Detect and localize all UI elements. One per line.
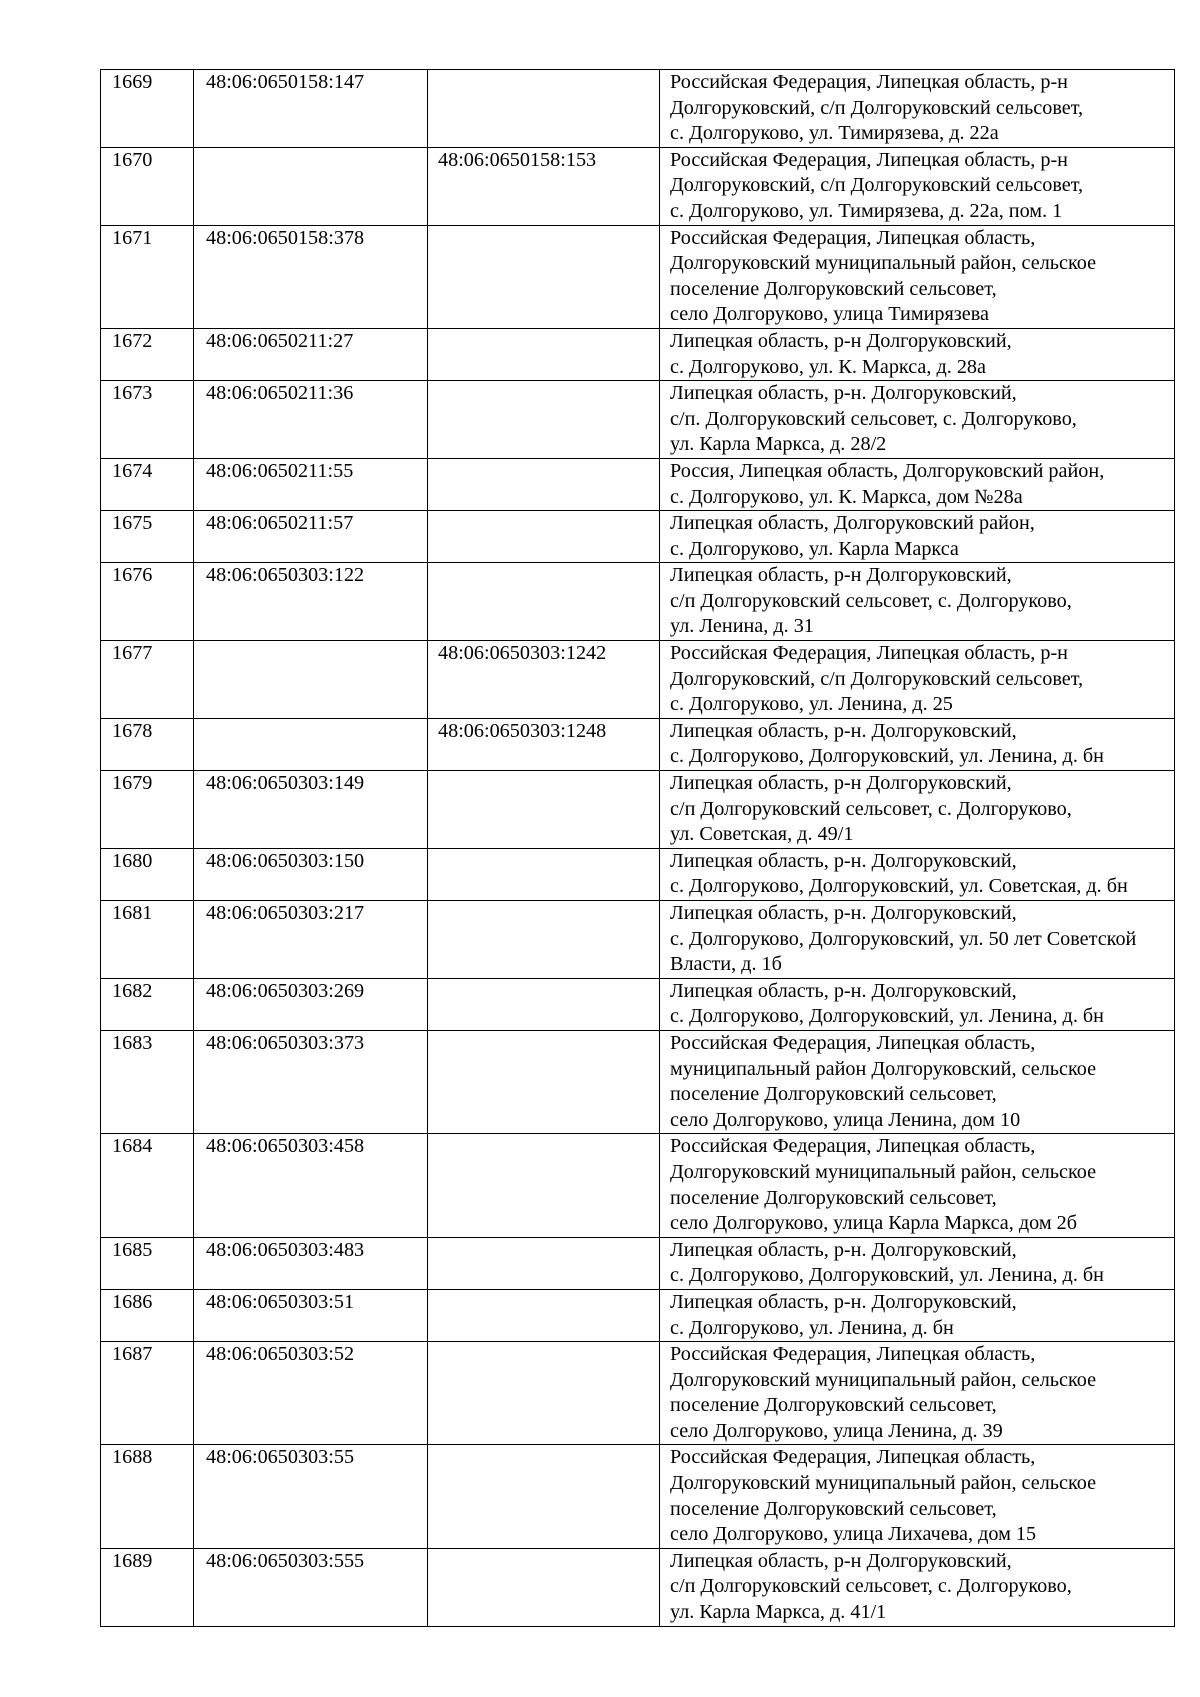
land-cadastral-number-cell: 48:06:0650303:55	[194, 1445, 428, 1548]
land-cadastral-number-cell: 48:06:0650303:149	[194, 771, 428, 849]
table-row	[101, 381, 1175, 459]
land-cadastral-number-cell: 48:06:0650158:378	[194, 225, 428, 328]
address-cell: Россия, Липецкая область, Долгоруковский район, с. Долгоруково, ул. К. Маркса, дом №28а	[660, 458, 1175, 510]
table-row	[101, 458, 1175, 510]
table-row	[101, 1548, 1175, 1626]
row-number-cell: 1688	[101, 1445, 194, 1548]
address-cell: Российская Федерация, Липецкая область, Долгоруковский муниципальный район, сельское поселение Долгоруковский сельсовет, село Долгоруково, улица Тимирязева	[660, 225, 1175, 328]
table-row	[101, 563, 1175, 641]
row-number-cell: 1676	[101, 563, 194, 641]
address-cell: Российская Федерация, Липецкая область, р-н Долгоруковский, с/п Долгоруковский сельсовет, с. Долгоруково, ул. Тимирязева, д. 22а, пом. 1	[660, 147, 1175, 225]
table-row	[101, 1134, 1175, 1237]
premises-cadastral-number-cell	[428, 328, 660, 380]
row-number-cell: 1686	[101, 1289, 194, 1341]
land-cadastral-number-cell: 48:06:0650303:269	[194, 978, 428, 1030]
table-row	[101, 1289, 1175, 1341]
address-cell: Липецкая область, р-н. Долгоруковский, с. Долгоруково, ул. Ленина, д. бн	[660, 1289, 1175, 1341]
table-row	[101, 978, 1175, 1030]
premises-cadastral-number-cell	[428, 978, 660, 1030]
land-cadastral-number-cell	[194, 718, 428, 770]
row-number-cell: 1682	[101, 978, 194, 1030]
land-cadastral-number-cell: 48:06:0650303:458	[194, 1134, 428, 1237]
land-cadastral-number-cell: 48:06:0650303:52	[194, 1342, 428, 1445]
table-row	[101, 901, 1175, 979]
row-number-cell: 1672	[101, 328, 194, 380]
land-cadastral-number-cell: 48:06:0650303:555	[194, 1548, 428, 1626]
row-number-cell: 1678	[101, 718, 194, 770]
land-cadastral-number-cell: 48:06:0650211:57	[194, 511, 428, 563]
row-number-cell: 1683	[101, 1030, 194, 1133]
premises-cadastral-number-cell	[428, 563, 660, 641]
table-row	[101, 225, 1175, 328]
land-cadastral-number-cell: 48:06:0650303:150	[194, 848, 428, 900]
premises-cadastral-number-cell	[428, 1342, 660, 1445]
row-number-cell: 1675	[101, 511, 194, 563]
row-number-cell: 1674	[101, 458, 194, 510]
premises-cadastral-number-cell	[428, 225, 660, 328]
row-number-cell: 1677	[101, 641, 194, 719]
land-cadastral-number-cell: 48:06:0650303:217	[194, 901, 428, 979]
premises-cadastral-number-cell	[428, 771, 660, 849]
address-cell: Липецкая область, р-н Долгоруковский, с/п Долгоруковский сельсовет, с. Долгоруково, ул. Советская, д. 49/1	[660, 771, 1175, 849]
address-cell: Липецкая область, р-н Долгоруковский, с. Долгоруково, ул. К. Маркса, д. 28а	[660, 328, 1175, 380]
land-cadastral-number-cell: 48:06:0650303:51	[194, 1289, 428, 1341]
table-row	[101, 511, 1175, 563]
land-cadastral-number-cell: 48:06:0650303:373	[194, 1030, 428, 1133]
address-cell: Липецкая область, р-н Долгоруковский, с/п Долгоруковский сельсовет, с. Долгоруково, ул. Ленина, д. 31	[660, 563, 1175, 641]
row-number-cell: 1669	[101, 70, 194, 148]
address-cell: Липецкая область, Долгоруковский район, с. Долгоруково, ул. Карла Маркса	[660, 511, 1175, 563]
premises-cadastral-number-cell	[428, 848, 660, 900]
row-number-cell: 1685	[101, 1237, 194, 1289]
premises-cadastral-number-cell: 48:06:0650158:153	[428, 147, 660, 225]
land-cadastral-number-cell: 48:06:0650211:55	[194, 458, 428, 510]
land-cadastral-number-cell: 48:06:0650211:36	[194, 381, 428, 459]
land-cadastral-number-cell: 48:06:0650211:27	[194, 328, 428, 380]
address-cell: Липецкая область, р-н. Долгоруковский, с. Долгоруково, Долгоруковский, ул. Ленина, д. бн	[660, 1237, 1175, 1289]
table-row	[101, 848, 1175, 900]
address-cell: Российская Федерация, Липецкая область, р-н Долгоруковский, с/п Долгоруковский сельсовет, с. Долгоруково, ул. Тимирязева, д. 22а	[660, 70, 1175, 148]
table-row	[101, 1237, 1175, 1289]
address-cell: Липецкая область, р-н. Долгоруковский, с. Долгоруково, Долгоруковский, ул. 50 лет Советской Власти, д. 1б	[660, 901, 1175, 979]
table-row	[101, 771, 1175, 849]
table-row	[101, 1030, 1175, 1133]
row-number-cell: 1670	[101, 147, 194, 225]
premises-cadastral-number-cell	[428, 511, 660, 563]
premises-cadastral-number-cell	[428, 901, 660, 979]
objects-table	[100, 69, 1175, 1627]
premises-cadastral-number-cell	[428, 1289, 660, 1341]
premises-cadastral-number-cell	[428, 1237, 660, 1289]
table-row	[101, 328, 1175, 380]
premises-cadastral-number-cell: 48:06:0650303:1242	[428, 641, 660, 719]
address-cell: Липецкая область, р-н. Долгоруковский, с/п. Долгоруковский сельсовет, с. Долгоруково, ул. Карла Маркса, д. 28/2	[660, 381, 1175, 459]
address-cell: Липецкая область, р-н. Долгоруковский, с. Долгоруково, Долгоруковский, ул. Ленина, д. бн	[660, 718, 1175, 770]
premises-cadastral-number-cell	[428, 1445, 660, 1548]
table-row	[101, 641, 1175, 719]
premises-cadastral-number-cell	[428, 1134, 660, 1237]
premises-cadastral-number-cell: 48:06:0650303:1248	[428, 718, 660, 770]
table-row	[101, 1342, 1175, 1445]
premises-cadastral-number-cell	[428, 1030, 660, 1133]
address-cell: Липецкая область, р-н. Долгоруковский, с. Долгоруково, Долгоруковский, ул. Советская, д. бн	[660, 848, 1175, 900]
row-number-cell: 1680	[101, 848, 194, 900]
row-number-cell: 1689	[101, 1548, 194, 1626]
premises-cadastral-number-cell	[428, 70, 660, 148]
address-cell: Российская Федерация, Липецкая область, р-н Долгоруковский, с/п Долгоруковский сельсовет, с. Долгоруково, ул. Ленина, д. 25	[660, 641, 1175, 719]
row-number-cell: 1687	[101, 1342, 194, 1445]
row-number-cell: 1673	[101, 381, 194, 459]
address-cell: Российская Федерация, Липецкая область, Долгоруковский муниципальный район, сельское поселение Долгоруковский сельсовет, село Долгоруково, улица Ленина, д. 39	[660, 1342, 1175, 1445]
premises-cadastral-number-cell	[428, 1548, 660, 1626]
table-row	[101, 1445, 1175, 1548]
address-cell: Липецкая область, р-н Долгоруковский, с/п Долгоруковский сельсовет, с. Долгоруково, ул. Карла Маркса, д. 41/1	[660, 1548, 1175, 1626]
land-cadastral-number-cell: 48:06:0650158:147	[194, 70, 428, 148]
premises-cadastral-number-cell	[428, 381, 660, 459]
land-cadastral-number-cell: 48:06:0650303:483	[194, 1237, 428, 1289]
address-cell: Российская Федерация, Липецкая область, Долгоруковский муниципальный район, сельское поселение Долгоруковский сельсовет, село Долгоруково, улица Лихачева, дом 15	[660, 1445, 1175, 1548]
row-number-cell: 1681	[101, 901, 194, 979]
land-cadastral-number-cell	[194, 147, 428, 225]
row-number-cell: 1679	[101, 771, 194, 849]
address-cell: Российская Федерация, Липецкая область, муниципальный район Долгоруковский, сельское поселение Долгоруковский сельсовет, село Долгоруково, улица Ленина, дом 10	[660, 1030, 1175, 1133]
table-row	[101, 718, 1175, 770]
table-row	[101, 70, 1175, 148]
land-cadastral-number-cell: 48:06:0650303:122	[194, 563, 428, 641]
address-cell: Липецкая область, р-н. Долгоруковский, с. Долгоруково, Долгоруковский, ул. Ленина, д. бн	[660, 978, 1175, 1030]
address-cell: Российская Федерация, Липецкая область, Долгоруковский муниципальный район, сельское поселение Долгоруковский сельсовет, село Долгоруково, улица Карла Маркса, дом 2б	[660, 1134, 1175, 1237]
table-row	[101, 147, 1175, 225]
premises-cadastral-number-cell	[428, 458, 660, 510]
objects-table-body	[101, 70, 1175, 1627]
row-number-cell: 1671	[101, 225, 194, 328]
row-number-cell: 1684	[101, 1134, 194, 1237]
land-cadastral-number-cell	[194, 641, 428, 719]
